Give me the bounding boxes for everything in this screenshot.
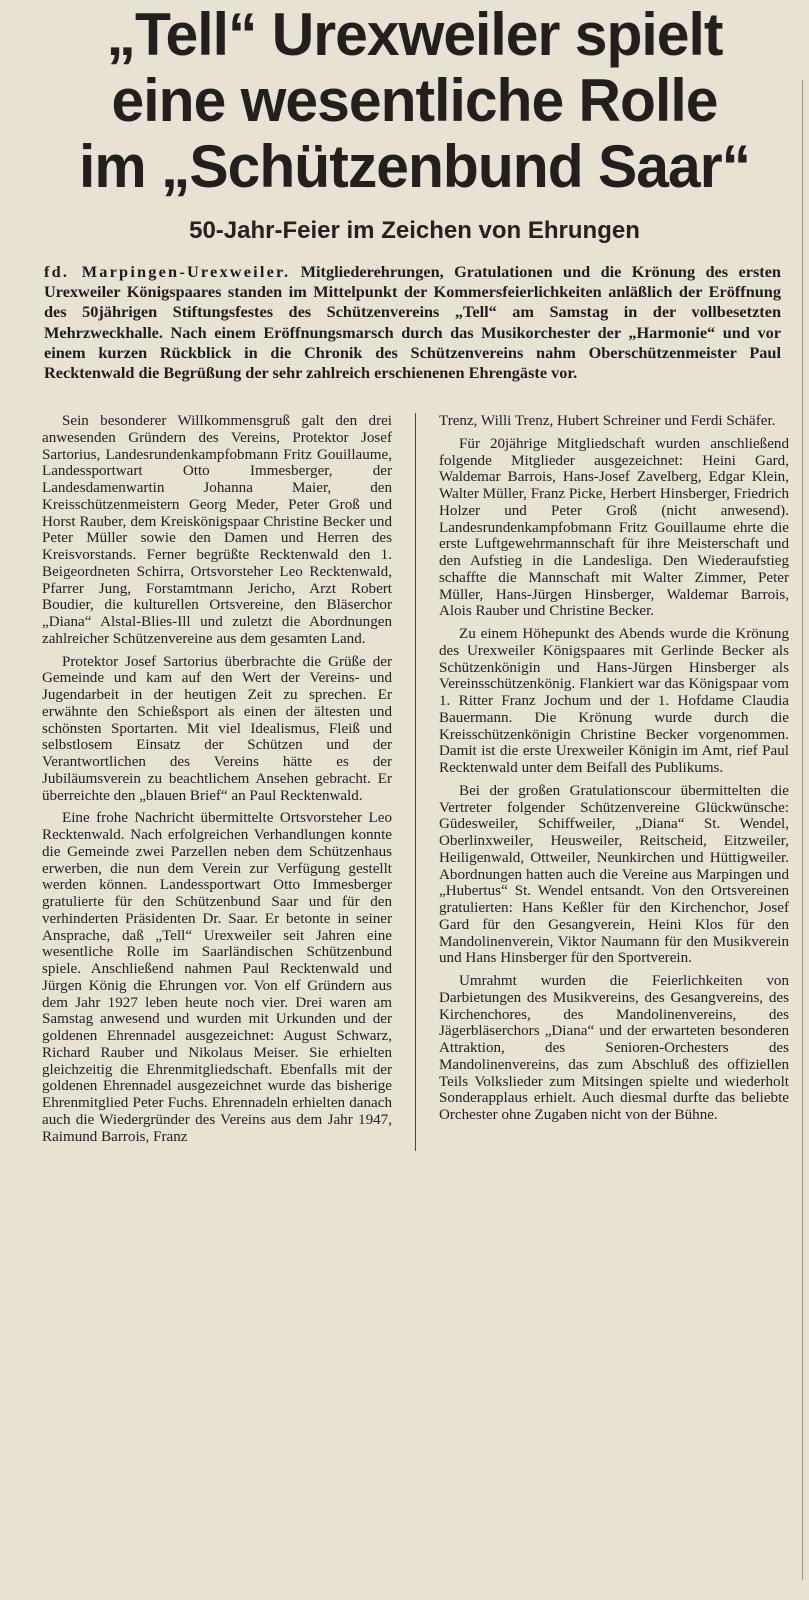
body-paragraph: Protektor Josef Sartorius überbrachte die Grüße der Gemeinde und kam auf den Wert der Vereins- und Jugendarbeit in der heutigen Zeit zu sprechen. Er erwähnte den Schießsport als einen der ältesten und schönsten Sportarten. Mit viel Idealismus, Fleiß und selbstlosem Einsatz der Schützen und der Verantwortlichen des Vereins hätte es der Jubiläumsverein zu beachtlichem Ansehen gebracht. Er überreichte den „blauen Brief“ an Paul Recktenwald. [42,653,392,804]
body-paragraph: Sein besonderer Willkommensgruß galt den drei anwesenden Gründern des Vereins, Protektor Josef Sartorius, Landesrundenkampfobmann Fritz Gouillaume, Landessportwart Otto Immesberger, der Landesdamenwartin Johanna Maier, den Kreisschützenmeistern Georg Meder, Peter Groß und Horst Rauber, dem Kreiskönigspaar Christine Becker und Peter Müller sowie den Damen und Herren des Kreisvorstands. Ferner begrüßte Recktenwald den 1. Beigeordneten Schirra, Ortsvorsteher Leo Recktenwald, Pfarrer Jung, Forstamtmann Jericho, Arzt Robert Boudier, die kulturellen Ortsvereine, den Bläserchor „Diana“ Alstal-Blies-Ill und zuletzt die Abordnungen zahlreicher Schützenvereine aus dem gesamten Land. [42,413,392,647]
lead-text: Mitgliederehrungen, Gratulationen und die Krönung des ersten Urexweiler Königspaares standen im Mittelpunkt der Kommersfeierlichkeiten anläßlich der Eröffnung des 50jährigen Stiftungsfestes des Schützenvereins „Tell“ am Samstag in der vollbesetzten Mehrzweckhalle. Nach einem Eröffnungsmarsch durch das Musikorchester der „Harmonie“ und vor einem kurzen Rückblick in die Chronik des Schützenvereins nahm Oberschützenmeister Paul Recktenwald die Begrüßung der sehr zahlreich erschienenen Ehrengäste vor. [44,262,781,383]
body-paragraph-continuation: Trenz, Willi Trenz, Hubert Schreiner und Ferdi Schäfer. [439,413,776,430]
headline-line: „Tell“ Urexweiler spielt [106,1,723,68]
dateline: fd. Marpingen-Urexweiler. [44,262,291,281]
body-paragraph: Zu einem Höhepunkt des Abends wurde die Krönung des Urexweiler Königspaares mit Gerlinde Becker als Schützenkönigin und Hans-Jürgen Hinsberger als Vereinsschützenkönig. Flankiert war das Königspaar vom 1. Ritter Franz Jochum und der 1. Hofdame Claudia Bauermann. Die Krönung wurde durch die Kreisschützenkönigin Christine Becker vorgenommen. Damit ist die erste Urexweiler Königin im Amt, rief Paul Recktenwald unter dem Beifall des Publikums. [439,626,789,777]
lead-paragraph [44,262,781,383]
body-paragraph: Für 20jährige Mitgliedschaft wurden anschließend folgende Mitglieder ausgezeichnet: Heini Gard, Waldemar Barrois, Hans-Josef Zavelberg, Edgar Klein, Walter Müller, Franz Picke, Herbert Hinsberger, Friedrich Holzer und Peter Groß (nicht anwesend). Landesrundenkampfobmann Fritz Gouillaume ehrte die erste Luftgewehrmannschaft für ihre Meisterschaft und den Aufstieg in die Landesliga. Den Wiederaufstieg schaffte die Mannschaft mit Walter Zimmer, Peter Müller, Hans-Jürgen Hinsberger, Waldemar Barrois, Alois Rauber und Christine Becker. [439,435,789,620]
body-paragraph: Umrahmt wurden die Feierlichkeiten von Darbietungen des Musikvereins, des Gesangvereins, des Kirchenchores, des Mandolinenvereins, des Jägerbläserchors „Diana“ und der erwarteten besonderen Attraktion, des Senioren-Orchesters des Mandolinenvereins, das zum Abschluß des offiziellen Teils Volkslieder zum Mitsingen spielte und wiederholt Sonderapplaus erhielt. Auch diesmal durfte das beliebte Orchester ohne Zugaben nicht von der Bühne. [439,973,789,1124]
article-body [40,413,789,1151]
right-column [439,413,789,1151]
headline-line: im „Schützenbund Saar“ [78,133,751,200]
subheadline: 50-Jahr-Feier im Zeichen von Ehrungen [189,217,640,244]
body-paragraph: Bei der großen Gratulationscour übermittelten die Vertreter folgender Schützenvereine Glückwünsche: Güdesweiler, Schiffweiler, „Diana“ St. Wendel, Oberlinxweiler, Heusweiler, Reitscheid, Eitzweiler, Heiligenwald, Ottweiler, Neunkirchen und Hüttigweiler. Abordnungen hatten auch die Vereine aus Marpingen und „Hubertus“ St. Wendel entsandt. Von den Ortsvereinen gratulierten: Hans Keßler für den Kirchenchor, Josef Gard für den Gesangverein, Heini Klos für den Mandolinenverein, Viktor Naumann für den Musikverein und Hans Hinsberger für den Sportverein. [439,782,789,967]
headline-line: eine wesentliche Rolle [111,67,718,134]
left-column [42,413,392,1151]
body-paragraph: Eine frohe Nachricht übermittelte Ortsvorsteher Leo Recktenwald. Nach erfolgreichen Verhandlungen konnte die Gemeinde zwei Parzellen neben dem Schützenhaus erwerben, die nun dem Verein zur Verfügung gestellt werden können. Landessportwart Otto Immesberger gratulierte für den Schützenbund Saar und für den verhinderten Präsidenten Dr. Saar. Er betonte in seiner Ansprache, daß „Tell“ Urexweiler seit Jahren eine wesentliche Rolle im Saarländischen Schützenbund spiele. Anschließend nahmen Paul Recktenwald und Jürgen König die Ehrungen vor. Von elf Gründern aus dem Jahr 1927 leben heute noch vier. Drei waren am Samstag anwesend und wurden mit Urkunden und der goldenen Ehrennadel ausgezeichnet: August Schwarz, Richard Rauber und Nikolaus Meiser. Sie erhielten gleichzeitig die Ehrenmitgliedschaft. Ebenfalls mit der goldenen Ehrennadel ausgezeichnet wurde das bisherige Ehrenmitglied Peter Fuchs. Ehrennadeln erhielten danach auch die Wiedergründer des Vereins aus dem Jahr 1947, Raimund Barrois, Franz [42,810,392,1145]
column-divider [415,413,416,1151]
clipping-edge [802,80,803,1580]
headline [47,2,781,200]
